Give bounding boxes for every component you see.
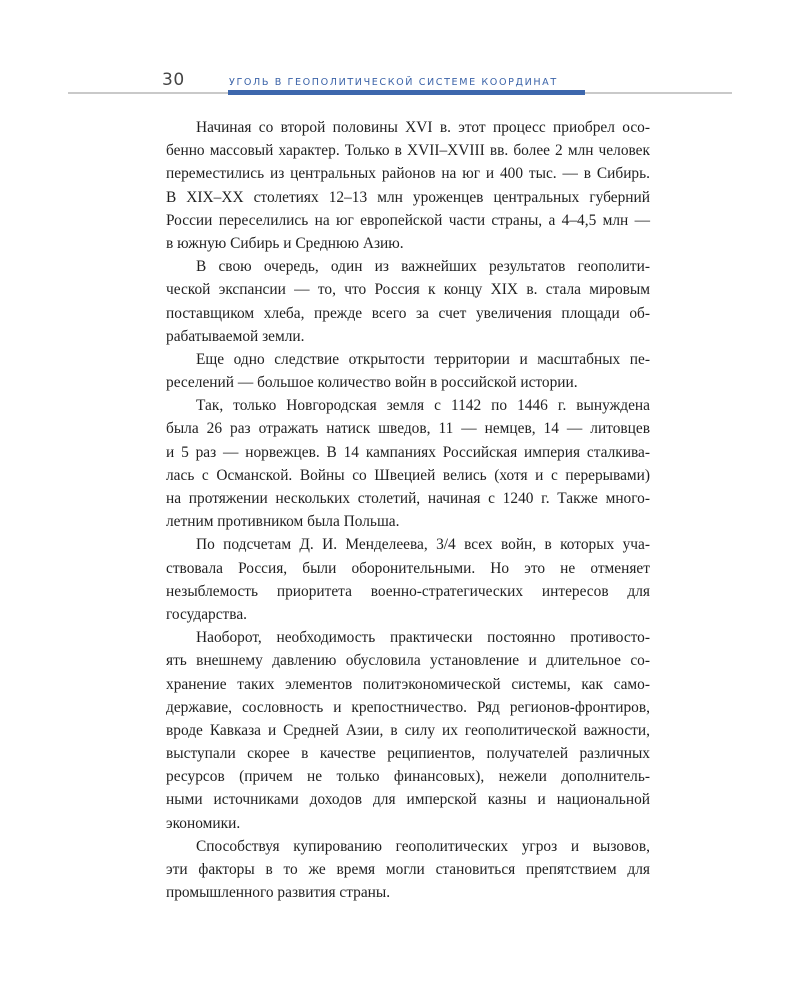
text-line: вроде Кавказа и Средней Азии, в силу их геополитической важности,: [166, 721, 650, 739]
text-line: выступали скорее в качестве реципиентов, получателей различных: [166, 745, 650, 763]
text-line: ческой экспансии — то, что Россия к концу XIX в. стала мировым: [166, 281, 650, 299]
text-line: Способствуя купированию геополитических угроз и вызовов,: [196, 837, 650, 855]
text-line: В XIX–XX столетиях 12–13 млн уроженцев центральных губерний: [166, 188, 650, 206]
text-line: ресурсов (причем не только финансовых), нежели дополнитель-: [166, 768, 650, 786]
text-line: поставщиком хлеба, прежде всего за счет увеличения площади об-: [166, 304, 650, 322]
text-line: эти факторы в то же время могли становиться препятствием для: [166, 861, 650, 878]
text-line: Наоборот, необходимость практически постоянно противосто-: [196, 629, 650, 647]
text-line: незыблемость приоритета военно-стратегических интересов для: [166, 582, 650, 600]
text-line: рабатываемой земли.: [166, 327, 305, 345]
page-header: [68, 68, 732, 98]
text-line: По подсчетам Д. И. Менделеева, 3/4 всех войн, в которых уча-: [196, 536, 650, 554]
text-line: В свою очередь, один из важнейших результатов геополити-: [196, 258, 650, 276]
running-title: УГОЛЬ В ГЕОПОЛИТИЧЕСКОЙ СИСТЕМЕ КООРДИНАТ: [229, 77, 558, 88]
text-line: России переселились на юг европейской части страны, а 4–4,5 млн —: [166, 211, 650, 229]
header-accent-rule: [228, 90, 585, 95]
text-line: переместились из центральных районов на юг и 400 тыс. — в Сибирь.: [166, 165, 650, 183]
text-line: реселений — большое количество войн в российской истории.: [166, 374, 578, 392]
text-line: ять внешнему давлению обусловила установление и длительное со-: [166, 652, 650, 670]
text-line: экономики.: [166, 814, 241, 832]
text-line: ными источниками доходов для имперской казны и национальной: [166, 791, 650, 809]
text-line: в южную Сибирь и Среднюю Азию.: [166, 234, 404, 252]
text-line: государства.: [166, 605, 248, 623]
text-line: хранение таких элементов политэкономической системы, как само-: [166, 675, 650, 693]
text-line: на протяжении нескольких столетий, начиная с 1240 г. Также много-: [166, 490, 650, 507]
text-line: Еще одно следствие открытости территории и масштабных пе-: [196, 350, 650, 368]
text-line: была 26 раз отражать натиск шведов, 11 — немцев, 14 — литовцев: [166, 420, 650, 438]
text-line: промышленного развития страны.: [166, 884, 391, 902]
text-line: Начиная со второй половины XVI в. этот процесс приобрел осо-: [196, 119, 650, 136]
text-line: и 5 раз — норвежцев. В 14 кампаниях Российская империя сталкива-: [166, 443, 650, 461]
text-line: бенно массовый характер. Только в XVII–XVIII вв. более 2 млн человек: [166, 142, 650, 160]
page-number: 30: [162, 70, 185, 90]
text-line: Так, только Новгородская земля с 1142 по 1446 г. вынуждена: [196, 397, 650, 415]
text-line: летним противником была Польша.: [166, 513, 400, 531]
text-line: державие, сословность и крепостничество. Ряд регионов-фронтиров,: [166, 698, 650, 716]
body-text: [166, 116, 650, 904]
text-line: лась с Османской. Войны со Швецией велись (хотя и с перерывами): [166, 466, 650, 484]
text-line: ствовала Россия, были оборонительными. Но это не отменяет: [166, 559, 650, 577]
